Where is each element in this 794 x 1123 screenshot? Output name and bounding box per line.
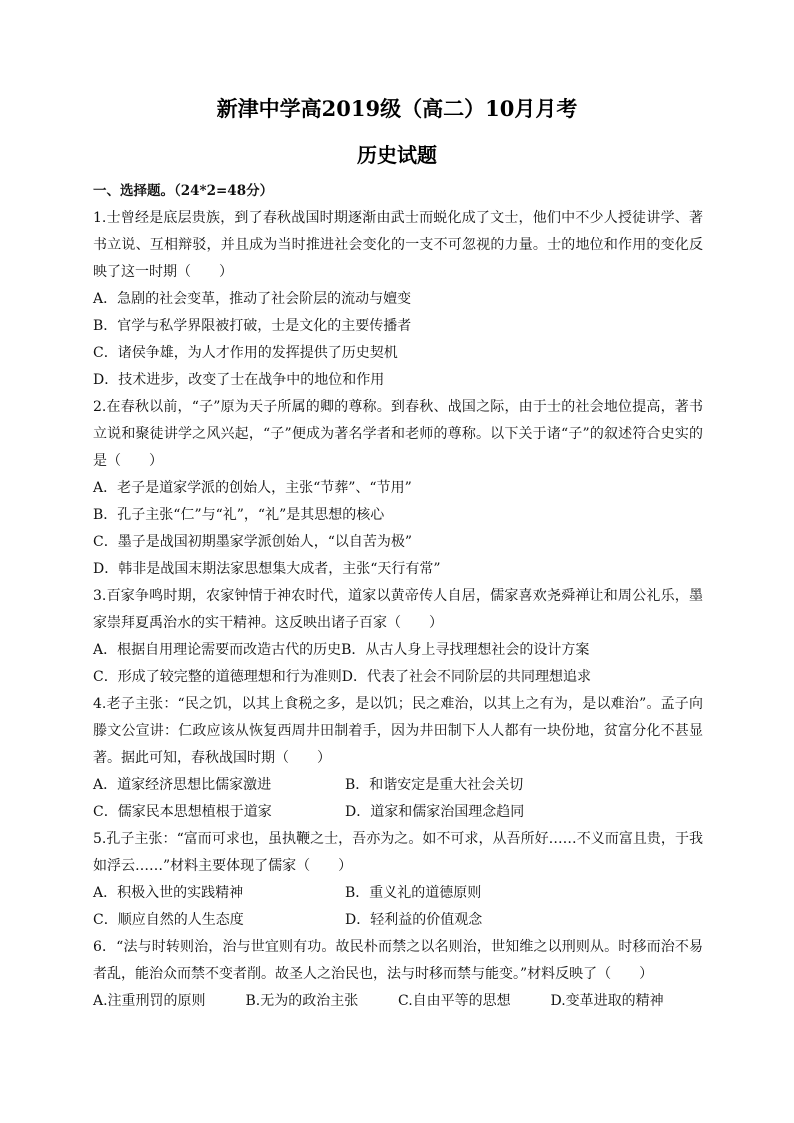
question-stem: 1.士曾经是底层贵族，到了春秋战国时期逐渐由武士而蜕化成了文士，他们中不少人授徒讲学、著书立说、互相辩驳，并且成为当时推进社会变化的一支不可忽视的力量。士的地位和作用的变化反映了这一时期（ ）	[93, 210, 703, 280]
section-heading: 一、选择题。（24*2=48分）	[93, 183, 274, 199]
question-stem: 6．“法与时转则治，治与世宜则有功。故民朴而禁之以名则治，世知维之以刑则从。时移而治不易者乱，能治众而禁不变者削。故圣人之治民也，法与时移而禁与能变。”材料反映了（ ）	[93, 939, 703, 982]
option-row	[93, 907, 703, 934]
option-d: D．轻利益的价值观念	[345, 912, 483, 928]
option-d: D．道家和儒家治国理念趋同	[345, 804, 525, 820]
question-6	[93, 934, 703, 1015]
option-b: B．重义礼的道德原则	[345, 885, 482, 901]
option-a: A．道家经济思想比儒家激进	[93, 777, 272, 793]
option-row	[93, 637, 703, 664]
question-2	[93, 394, 703, 583]
option-a: A．积极入世的实践精神	[93, 885, 244, 901]
option-a: A．急剧的社会变革，推动了社会阶层的流动与嬗变	[93, 291, 412, 307]
question-stem: 3.百家争鸣时期，农家钟情于神农时代，道家以黄帝传人自居，儒家喜欢尧舜禅让和周公礼乐，墨家崇拜夏禹治水的实干精神。这反映出诸子百家（ ）	[93, 588, 703, 631]
question-stem: 2.在春秋以前，“子”原为天子所属的卿的尊称。到春秋、战国之际，由于士的社会地位提高，著书立说和聚徒讲学之风兴起，“子”便成为著名学者和老师的尊称。以下关于诸“子”的叙述符合史实的是（ ）	[93, 399, 703, 469]
question-4	[93, 691, 703, 826]
option-b: B．从古人身上寻找理想社会的设计方案	[341, 642, 590, 658]
option-c: C.自由平等的思想	[398, 993, 511, 1009]
option-a: A．老子是道家学派的创始人，主张“节葬”、“节用”	[93, 480, 412, 496]
option-d: D．代表了社会不同阶层的共同理想追求	[341, 669, 591, 685]
option-d: D．技术进步，改变了士在战争中的地位和作用	[93, 372, 385, 388]
question-1	[93, 205, 703, 394]
option-b: B．官学与私学界限被打破，士是文化的主要传播者	[93, 318, 412, 334]
option-c: C．诸侯争雄，为人才作用的发挥提供了历史契机	[93, 345, 398, 361]
option-d: D.变革进取的精神	[550, 993, 664, 1009]
question-stem: 5.孔子主张：“富而可求也，虽执鞭之士，吾亦为之。如不可求，从吾所好……不义而富且贵，于我如浮云……”材料主要体现了儒家（ ）	[93, 831, 703, 874]
option-row	[93, 772, 703, 799]
question-3	[93, 583, 703, 691]
option-c: C．墨子是战国初期墨家学派创始人，“以自苦为极”	[93, 534, 413, 550]
exam-subject: 历史试题	[357, 143, 437, 167]
option-c: C．顺应自然的人生态度	[93, 912, 244, 928]
option-row	[93, 988, 703, 1015]
option-row	[93, 880, 703, 907]
question-list	[93, 205, 703, 1015]
option-a: A．根据自用理论需要而改造古代的历史	[93, 642, 342, 658]
option-b: B.无为的政治主张	[245, 993, 359, 1009]
option-row	[93, 799, 703, 826]
option-a: A.注重刑罚的原则	[93, 993, 206, 1009]
exam-title: 新津中学高2019级（高二）10月月考	[216, 96, 578, 121]
option-b: B．孔子主张“仁”与“礼”，“礼”是其思想的核心	[93, 507, 385, 523]
option-c: C．儒家民本思想植根于道家	[93, 804, 272, 820]
option-d: D．韩非是战国末期法家思想集大成者，主张“天行有常”	[93, 561, 441, 577]
option-row	[93, 664, 703, 691]
question-5	[93, 826, 703, 934]
question-stem: 4.老子主张：“民之饥，以其上食税之多，是以饥；民之难治，以其上之有为，是以难治”。孟子向滕文公宣讲：仁政应该从恢复西周井田制着手，因为井田制下人人都有一块份地，贫富分化不甚显著。据此可知，春秋战国时期（ ）	[93, 696, 703, 766]
option-b: B．和谐安定是重大社会关切	[345, 777, 524, 793]
option-c: C．形成了较完整的道德理想和行为准则	[93, 669, 342, 685]
